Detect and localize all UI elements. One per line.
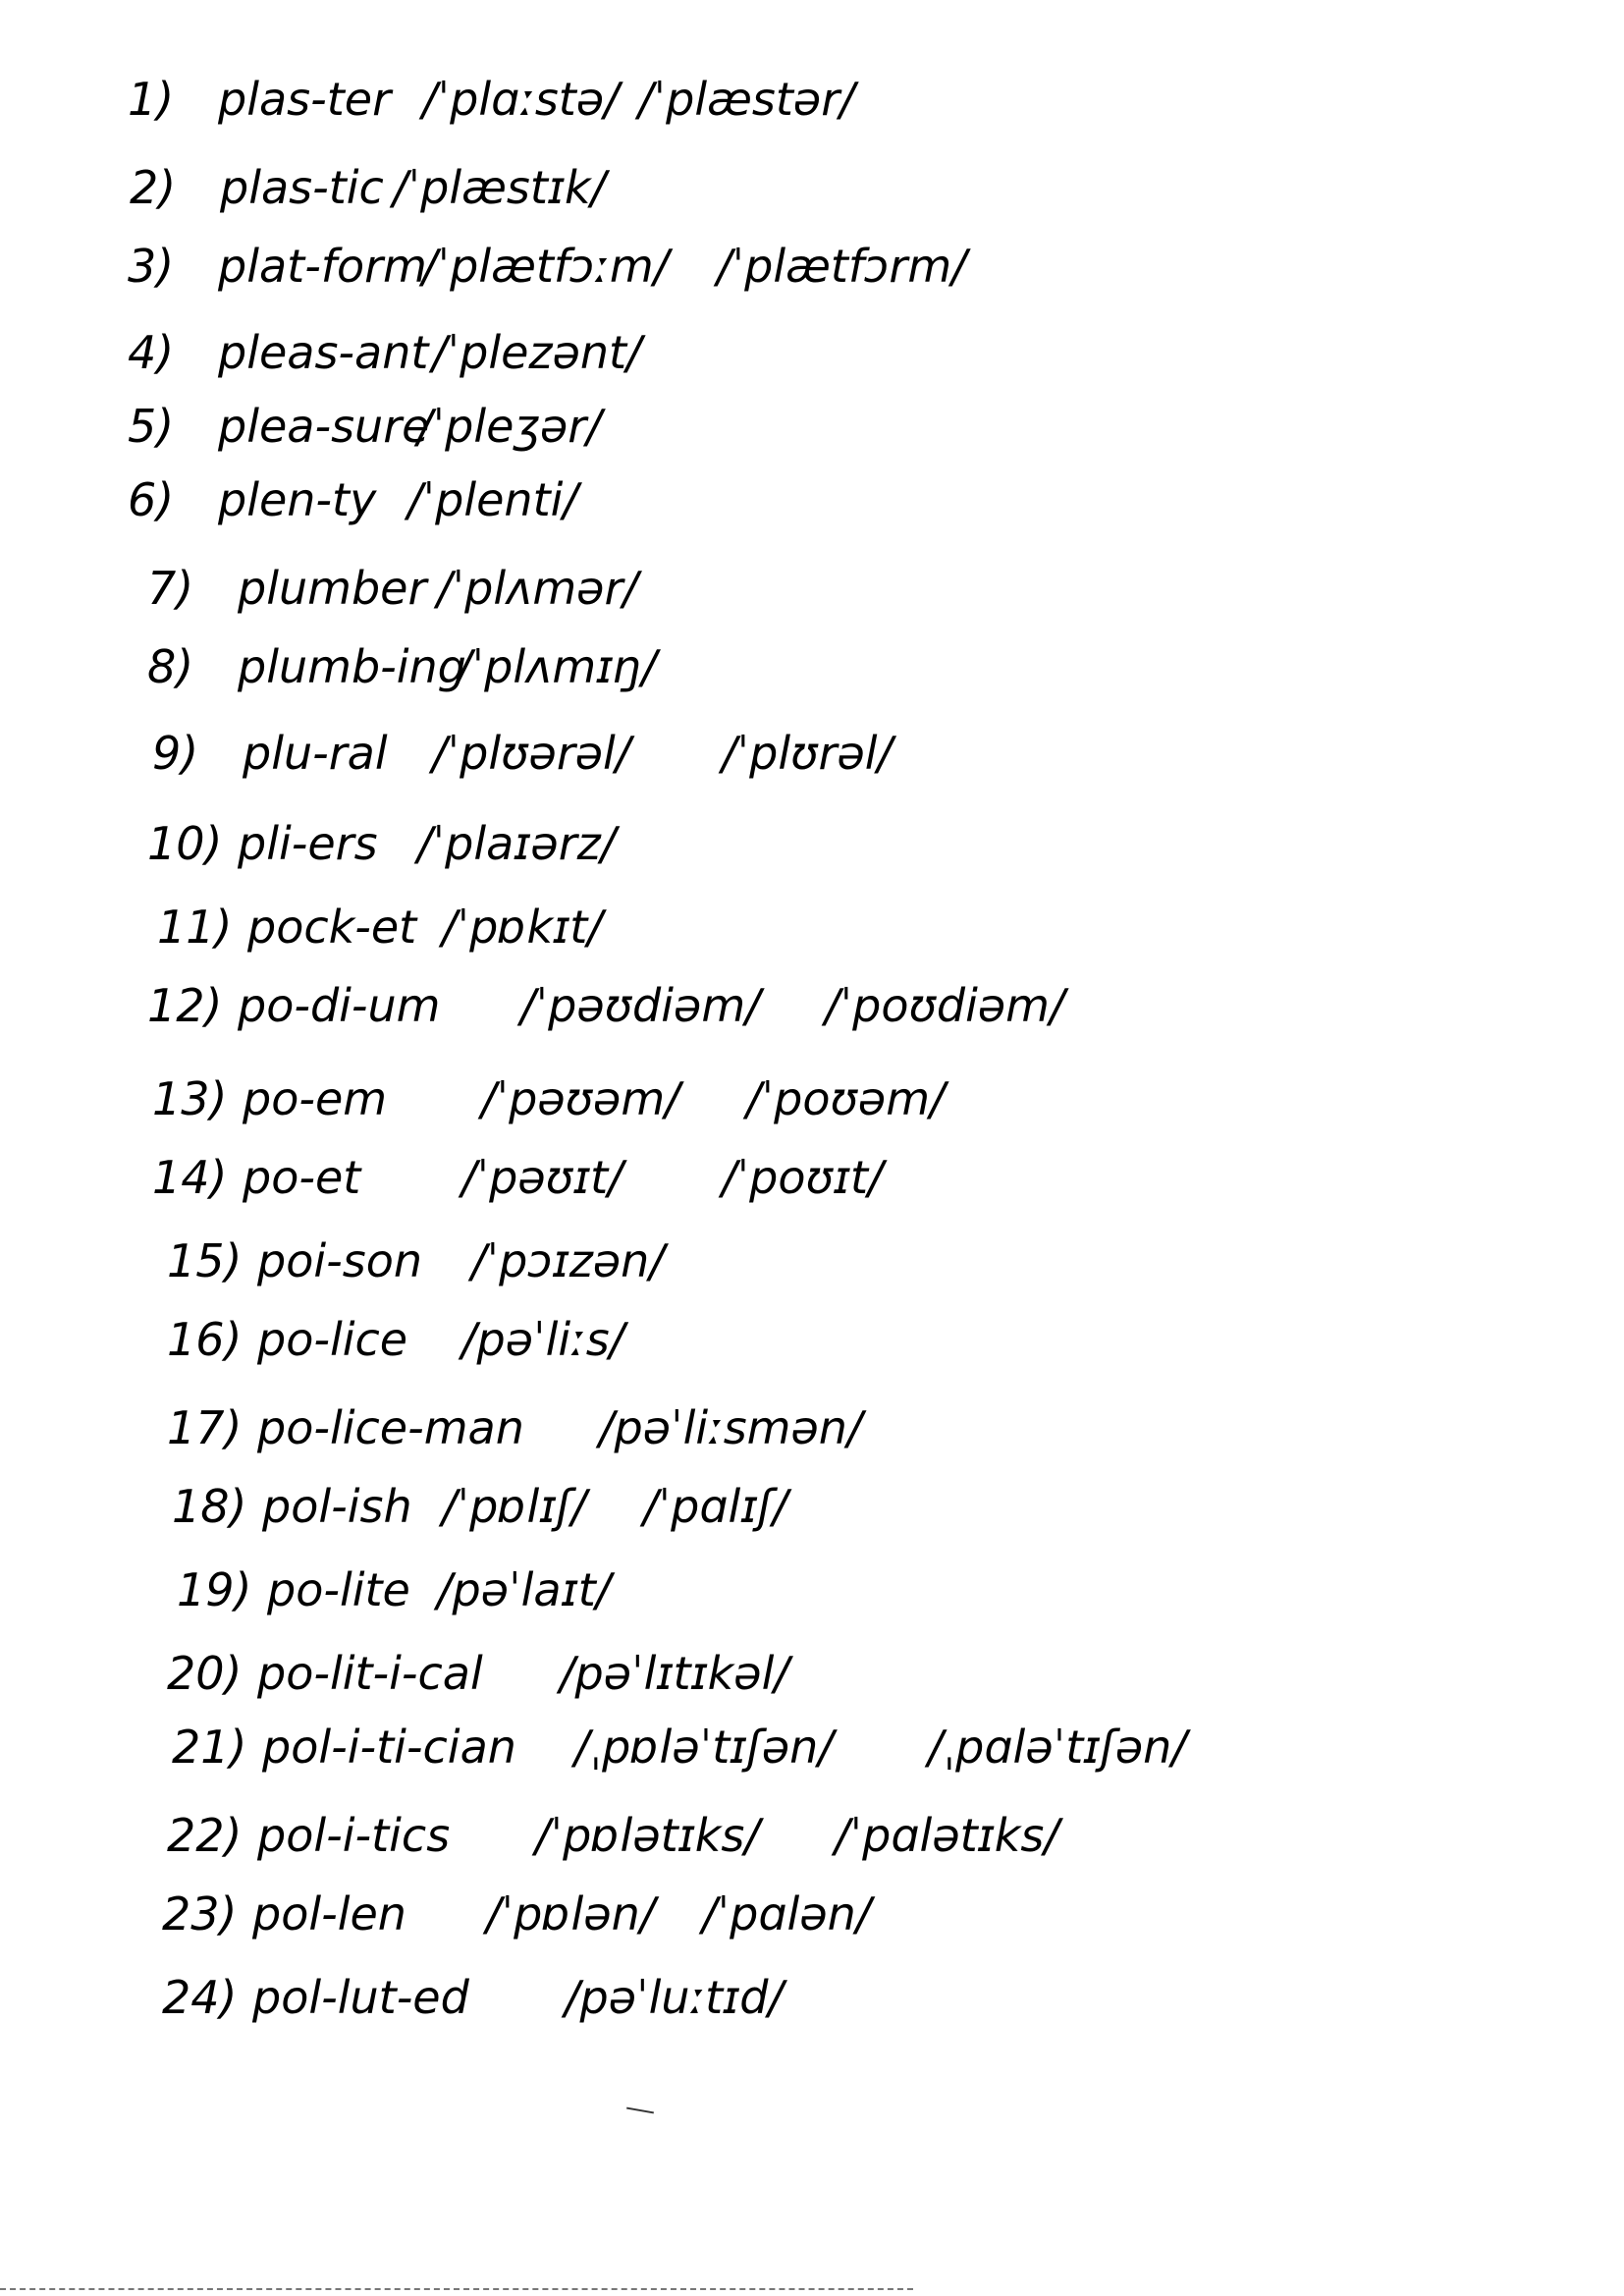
entry-pronunciation-us: /ˈplʊrəl/ bbox=[722, 727, 893, 780]
entry-pronunciation-uk: /ˈplʊərəl/ bbox=[432, 727, 631, 780]
scan-edge-line bbox=[0, 2288, 913, 2290]
entry-number: 2) bbox=[130, 161, 177, 214]
entry-pronunciation-uk: /pəˈluːtɪd/ bbox=[565, 1971, 784, 2024]
entry-pronunciation-uk: /ˈpɒlətɪks/ bbox=[535, 1809, 760, 1862]
entry-pronunciation-uk: /ˈplʌmɪŋ/ bbox=[457, 640, 657, 693]
entry-number: 12) bbox=[147, 979, 223, 1032]
entry-number: 21) bbox=[172, 1721, 247, 1774]
entry-word: plumb-ing bbox=[238, 640, 466, 693]
entry-number: 16) bbox=[167, 1313, 243, 1366]
entry-number: 9) bbox=[152, 727, 199, 780]
entry-pronunciation-uk: /pəˈlɪtɪkəl/ bbox=[560, 1647, 789, 1700]
entry-number: 13) bbox=[152, 1072, 228, 1125]
entry-pronunciation-uk: /ˈpɒlən/ bbox=[486, 1887, 656, 1941]
entry-pronunciation-uk: /ˈplezənt/ bbox=[432, 326, 642, 379]
entry-number: 22) bbox=[167, 1809, 243, 1862]
entry-word: pock-et bbox=[247, 901, 417, 954]
entry-word: poi-son bbox=[257, 1234, 422, 1287]
entry-pronunciation-uk: /ˈpəʊdiəm/ bbox=[520, 979, 761, 1032]
entry-word: pol-len bbox=[252, 1887, 406, 1941]
entry-pronunciation-uk: /pəˈliːs/ bbox=[461, 1313, 625, 1366]
entry-pronunciation-uk: /pəˈliːsmən/ bbox=[599, 1401, 863, 1454]
entry-number: 23) bbox=[162, 1887, 238, 1941]
entry-word: po-lice bbox=[257, 1313, 408, 1366]
entry-word: plas-ter bbox=[218, 73, 391, 126]
entry-pronunciation-uk: /ˈpɒkɪt/ bbox=[442, 901, 603, 954]
entry-word: plen-ty bbox=[218, 473, 377, 526]
entry-word: pol-lut-ed bbox=[252, 1971, 469, 2024]
entry-number: 18) bbox=[172, 1480, 247, 1533]
entry-pronunciation-uk: /ˈplæstɪk/ bbox=[393, 161, 607, 214]
entry-number: 19) bbox=[177, 1563, 252, 1616]
entry-pronunciation-us: /ˈplætfɔrm/ bbox=[717, 240, 967, 293]
entry-pronunciation-uk: /ˈpleʒər/ bbox=[417, 400, 602, 453]
entry-word: plu-ral bbox=[243, 727, 388, 780]
entry-number: 20) bbox=[167, 1647, 243, 1700]
entry-number: 8) bbox=[147, 640, 194, 693]
entry-number: 3) bbox=[128, 240, 175, 293]
entry-pronunciation-us: /ˈpɑlətɪks/ bbox=[835, 1809, 1059, 1862]
entry-word: po-lite bbox=[267, 1563, 410, 1616]
entry-word: plat-form bbox=[218, 240, 427, 293]
entry-pronunciation-us: /ˈplæstər/ bbox=[638, 73, 855, 126]
entry-word: po-lit-i-cal bbox=[257, 1647, 483, 1700]
stray-pen-mark bbox=[626, 2107, 654, 2114]
entry-pronunciation-uk: /ˈplætfɔːm/ bbox=[422, 240, 670, 293]
entry-pronunciation-uk: /ˈplaɪərz/ bbox=[417, 817, 617, 870]
entry-pronunciation-us: /ˈpɑlən/ bbox=[702, 1887, 872, 1941]
entry-word: po-em bbox=[243, 1072, 388, 1125]
entry-number: 17) bbox=[167, 1401, 243, 1454]
entry-number: 15) bbox=[167, 1234, 243, 1287]
entry-pronunciation-uk: /ˈplʌmər/ bbox=[437, 562, 638, 615]
entry-pronunciation-us: /ˈpoʊdiəm/ bbox=[825, 979, 1065, 1032]
entry-pronunciation-us: /ˈpoʊɪt/ bbox=[722, 1151, 884, 1204]
entry-pronunciation-uk: /ˌpɒləˈtɪʃən/ bbox=[574, 1721, 834, 1774]
entry-number: 10) bbox=[147, 817, 223, 870]
entry-pronunciation-uk: /pəˈlaɪt/ bbox=[437, 1563, 612, 1616]
entry-pronunciation-uk: /ˈpəʊəm/ bbox=[481, 1072, 680, 1125]
entry-number: 14) bbox=[152, 1151, 228, 1204]
entry-pronunciation-us: /ˈpoʊəm/ bbox=[746, 1072, 946, 1125]
entry-pronunciation-uk: /ˈpəʊɪt/ bbox=[461, 1151, 623, 1204]
entry-number: 6) bbox=[128, 473, 175, 526]
entry-pronunciation-uk: /ˈpɒlɪʃ/ bbox=[442, 1480, 587, 1533]
entry-word: plea-sure bbox=[218, 400, 430, 453]
entry-pronunciation-uk: /ˈplɑːstə/ bbox=[422, 73, 620, 126]
entry-number: 24) bbox=[162, 1971, 238, 2024]
entry-pronunciation-us: /ˌpɑləˈtɪʃən/ bbox=[928, 1721, 1187, 1774]
entry-number: 7) bbox=[147, 562, 194, 615]
entry-word: pol-ish bbox=[262, 1480, 412, 1533]
entry-word: plas-tic bbox=[220, 161, 384, 214]
entry-word: po-et bbox=[243, 1151, 361, 1204]
entry-word: pleas-ant bbox=[218, 326, 429, 379]
entry-word: po-di-um bbox=[238, 979, 441, 1032]
entry-pronunciation-uk: /ˈpɔɪzən/ bbox=[471, 1234, 665, 1287]
entry-number: 11) bbox=[157, 901, 233, 954]
entry-word: po-lice-man bbox=[257, 1401, 524, 1454]
entry-number: 4) bbox=[128, 326, 175, 379]
entry-word: pol-i-tics bbox=[257, 1809, 451, 1862]
entry-word: pol-i-ti-cian bbox=[262, 1721, 516, 1774]
entry-number: 1) bbox=[128, 73, 175, 126]
entry-word: pli-ers bbox=[238, 817, 378, 870]
entry-word: plumber bbox=[238, 562, 427, 615]
entry-pronunciation-uk: /ˈplenti/ bbox=[407, 473, 578, 526]
entry-pronunciation-us: /ˈpɑlɪʃ/ bbox=[643, 1480, 788, 1533]
entry-number: 5) bbox=[128, 400, 175, 453]
